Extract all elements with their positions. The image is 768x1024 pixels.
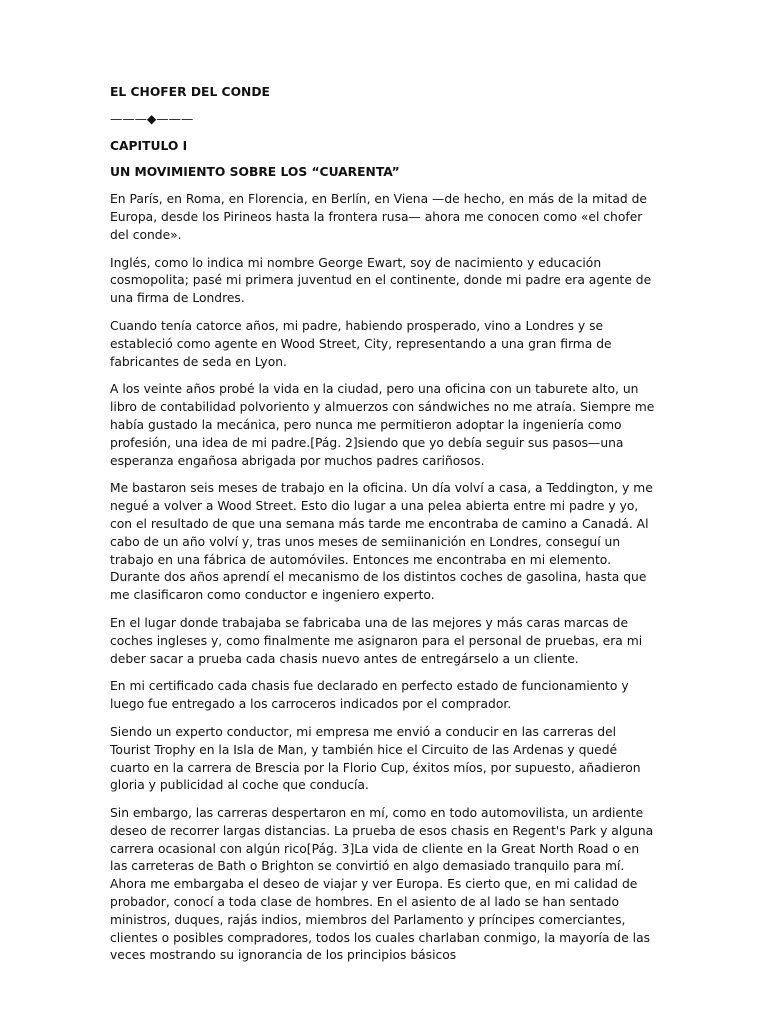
document-page: [110, 84, 660, 975]
paragraph: En el lugar donde trabajaba se fabricaba una de las mejores y más caras marcas de coches ingleses y, como finalmente me asignaron para el personal de pruebas, era mi deber sacar a prueba cada chasis nuevo antes de entregárselo a un cliente.: [110, 615, 643, 666]
paragraph: Cuando tenía catorce años, mi padre, habiendo prosperado, vino a Londres y se estableció como agente en Wood Street, City, representando a una gran firma de fabricantes de seda en Lyon.: [110, 318, 612, 369]
paragraph: En mi certificado cada chasis fue declarado en perfecto estado de funcionamiento y luego fue entregado a los carroceros indicados por el comprador.: [110, 679, 629, 712]
chapter-number: CAPITULO I: [110, 138, 188, 153]
paragraph: Sin embargo, las carreras despertaron en mí, como en todo automovilista, un ardiente deseo de recorrer largas distancias. La prueba de esos chasis en Regent's Park y alguna carrera ocasional con algún rico[Pág. 3]La vida de cliente en la Great North Road o en las carreteras de Bath o Brighton se convirtió en algo demasiado tranquilo para mí. Ahora me embargaba el deseo de viajar y ver Europa. Es cierto que, en mi calidad de probador, conocí a toda clase de hombres. En el asiento de al lado se han sentado ministros, duques, rajás indios, miembros del Parlamento y príncipes comerciantes, clientes o posibles compradores, todos los cuales charlaban conmigo, la mayoría de las veces mostrando su ignorancia de los principios básicos: [110, 806, 654, 963]
paragraph: Me bastaron seis meses de trabajo en la oficina. Un día volví a casa, a Teddington, y me negué a volver a Wood Street. Esto dio lugar a una pelea abierta entre mi padre y yo, con el resultado de que una semana más tarde me encontraba de camino a Canadá. Al cabo de un año volví y, tras unos meses de semiinanición en Londres, conseguí un trabajo en una fábrica de automóviles. Entonces me encontraba en mi elemento. Durante dos años aprendí el mecanismo de los distintos coches de gasolina, hasta que me clasificaron como conductor e ingeniero experto.: [110, 481, 653, 603]
chapter-title: UN MOVIMIENTO SOBRE LOS “CUARENTA”: [110, 165, 400, 180]
section-divider: ———◆———: [110, 111, 194, 126]
paragraph: En París, en Roma, en Florencia, en Berlín, en Viena —de hecho, en más de la mitad de Europa, desde los Pirineos hasta la frontera rusa— ahora me conocen como «el chofer del conde».: [110, 192, 647, 242]
paragraph: Inglés, como lo indica mi nombre George Ewart, soy de nacimiento y educación cosmopolita; pasé mi primera juventud en el continente, donde mi padre era agente de una firma de Londres.: [110, 255, 652, 306]
paragraph: Siendo un experto conductor, mi empresa me envió a conducir en las carreras del Tourist Trophy en la Isla de Man, y también hice el Circuito de las Ardenas y quedé cuarto en la carrera de Brescia por la Florio Cup, éxitos míos, por supuesto, añadieron gloria y publicidad al coche que conducía.: [110, 724, 641, 793]
paragraph: A los veinte años probé la vida en la ciudad, pero una oficina con un taburete alto, un libro de contabilidad polvoriento y almuerzos con sándwiches no me atraía. Siempre me había gustado la mecánica, pero nunca me permitieron adoptar la ingeniería como profesión, una idea de mi padre.[Pág. 2]siendo que yo debía seguir sus pasos—una esperanza engañosa abrigada por muchos padres cariñosos.: [110, 382, 655, 468]
book-title: EL CHOFER DEL CONDE: [110, 85, 270, 99]
